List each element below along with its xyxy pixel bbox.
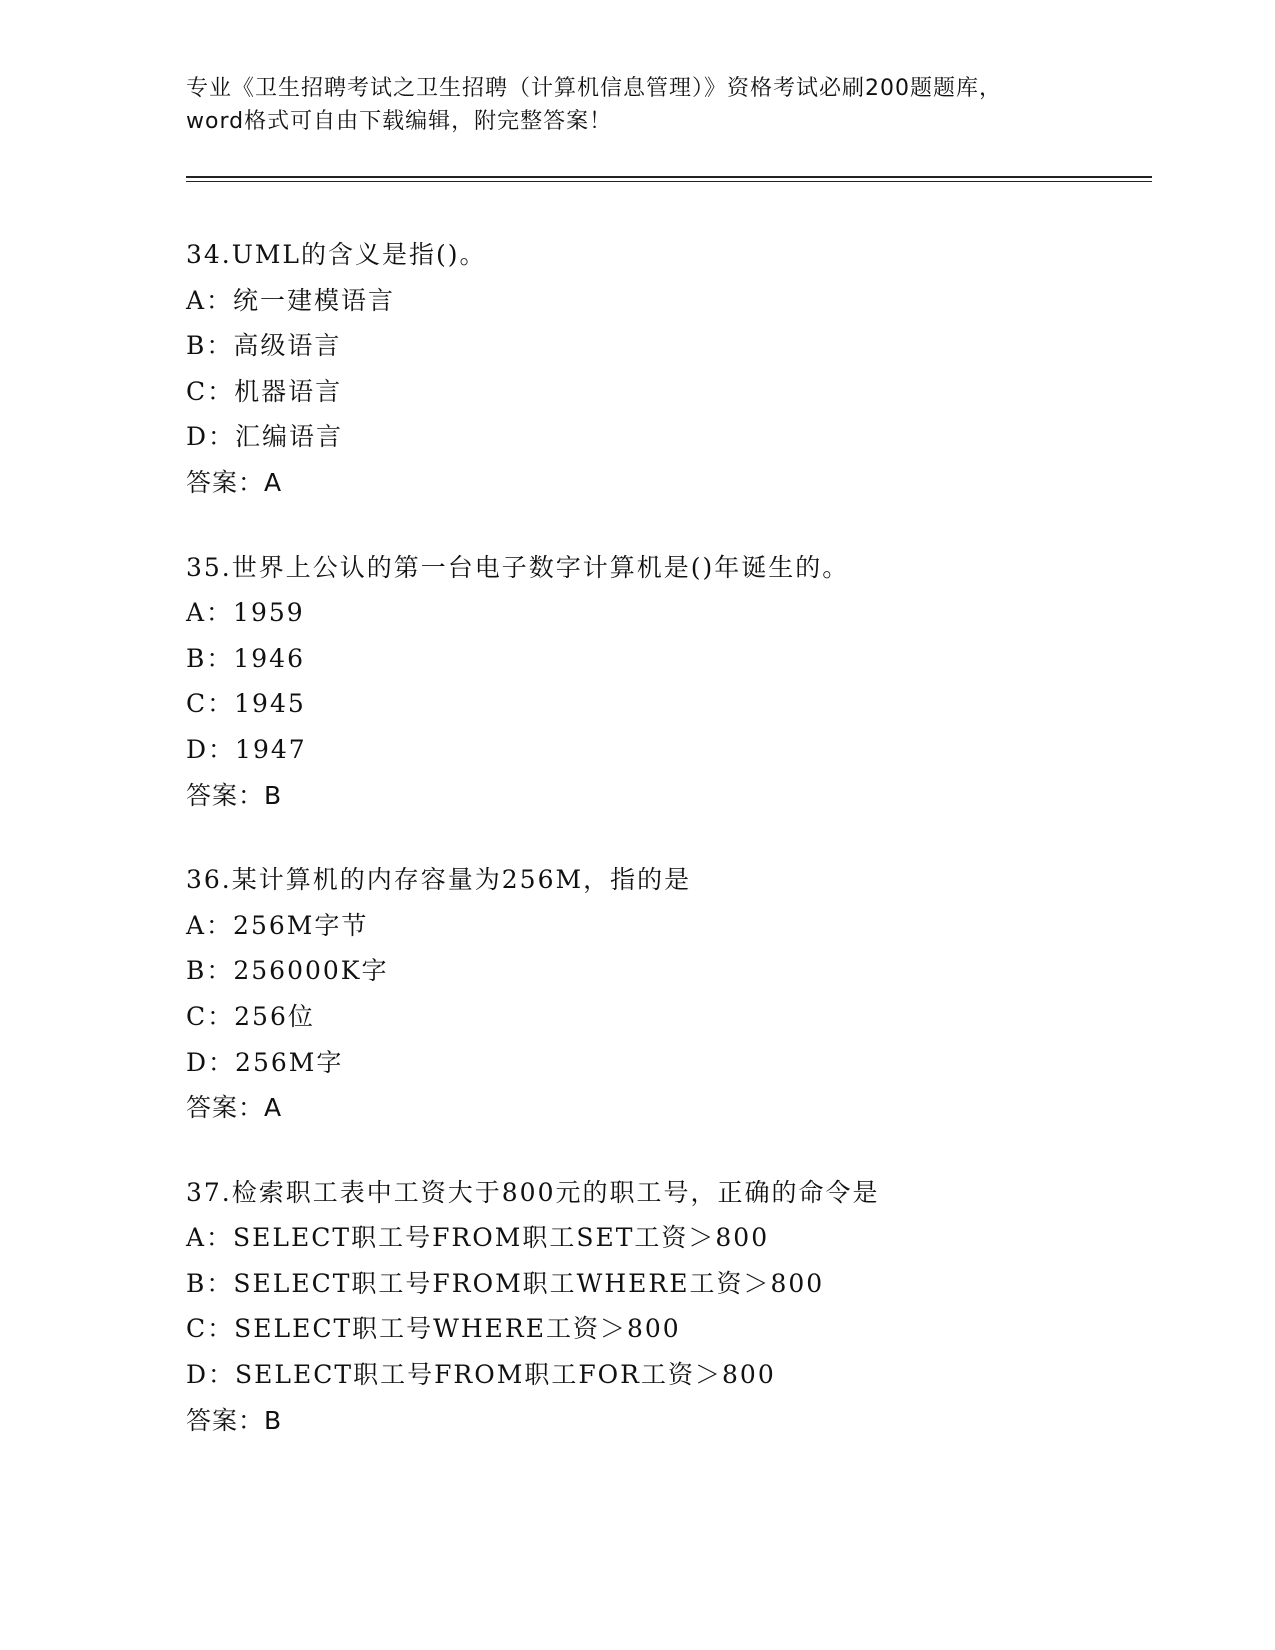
option-b: B：1946 [186,643,305,673]
option-d: D：256M字 [186,1047,344,1077]
header-divider-thick [186,176,1152,178]
header-divider-thin [186,181,1152,182]
option-a: A：1959 [186,598,305,628]
option-b: B：高级语言 [186,331,342,361]
option-a: A：统一建模语言 [186,285,396,315]
answer-line: 答案：A [186,467,283,497]
question-34 [186,232,1146,506]
option-d: D：1947 [186,734,307,764]
option-c: C：SELECT职工号WHERE工资＞800 [186,1314,681,1344]
option-a: A：256M字节 [186,910,369,940]
option-d: D：SELECT职工号FROM职工FOR工资＞800 [186,1360,776,1390]
option-b: B：256000K字 [186,956,389,986]
question-stem: 35.世界上公认的第一台电子数字计算机是()年诞生的。 [186,552,850,582]
question-stem: 36.某计算机的内存容量为256M，指的是 [186,865,692,895]
document-header [186,72,1086,138]
option-c: C：256位 [186,1001,315,1031]
option-b: B：SELECT职工号FROM职工WHERE工资＞800 [186,1268,825,1298]
header-line-2: word格式可自由下载编辑，附完整答案！ [186,109,613,134]
option-c: C：1945 [186,689,306,719]
question-stem: 34.UML的含义是指()。 [186,240,487,269]
question-35 [186,545,1146,819]
question-stem: 37.检索职工表中工资大于800元的职工号，正确的命令是 [186,1177,880,1207]
question-list [186,232,1146,1482]
answer-line: 答案：A [186,1093,283,1123]
option-a: A：SELECT职工号FROM职工SET工资＞800 [186,1223,770,1253]
option-d: D：汇编语言 [186,422,344,452]
question-36 [186,857,1146,1131]
answer-line: 答案：B [186,780,283,810]
answer-line: 答案：B [186,1405,283,1435]
question-37 [186,1170,1146,1444]
header-line-1: 专业《卫生招聘考试之卫生招聘（计算机信息管理）》资格考试必刷200题题库， [186,76,1002,101]
option-c: C：机器语言 [186,376,343,406]
